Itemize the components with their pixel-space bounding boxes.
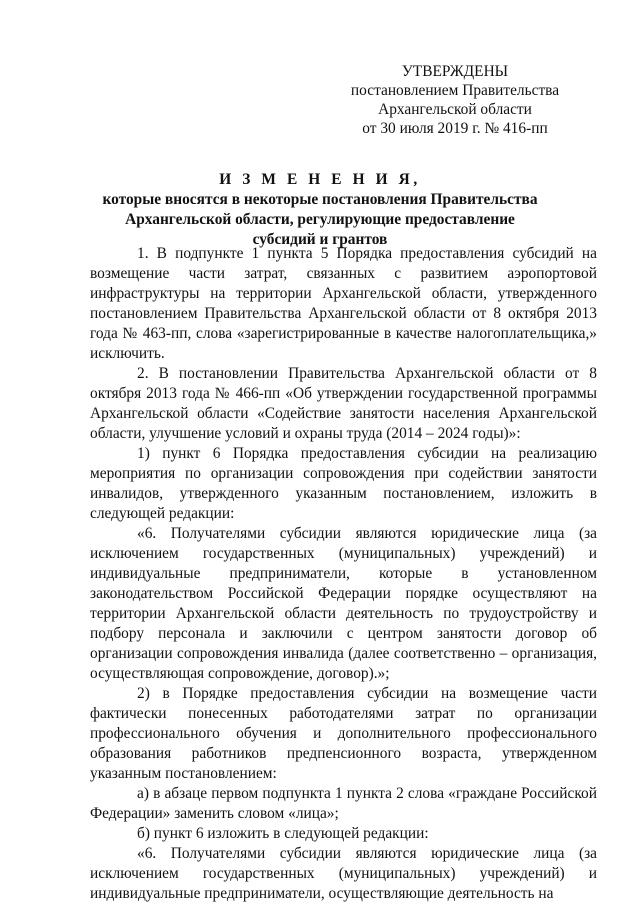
document-subtitle-line-1: которые вносятся в некоторые постановления Правительства xyxy=(102,191,538,208)
paragraph-quote-6-first: «6. Получателями субсидии являются юридические лица (за исключением государственных (муниципальных) учреждений) и индивидуальные предприниматели, которые в установленном законодательством Российской Федерации порядке осуществляют на территории Архангельской области деятельность по трудоустройству и подбору персонала и заключили с центром занятости договор об организации сопровождения инвалида (далее соответственно – организация, осуществляющая сопровождение, договор).»; xyxy=(90,525,597,682)
document-title: И З М Е Н Е Н И Я, xyxy=(219,171,421,188)
approval-stamp xyxy=(330,62,580,138)
document-subtitle-line-2: Архангельской области, регулирующие предоставление xyxy=(125,211,515,228)
paragraph-subitem-b: б) пункт 6 изложить в следующей редакции: xyxy=(137,825,429,842)
approval-line-date-number: от 30 июля 2019 г. № 416-пп xyxy=(362,120,548,137)
paragraph-quote-6-second: «6. Получателями субсидии являются юридические лица (за исключением государственных (муниципальных) учреждений) и индивидуальные предприниматели, осуществляющие деятельность на xyxy=(90,845,597,902)
approval-line-region: Архангельской области xyxy=(378,101,532,118)
document-body xyxy=(90,244,597,904)
paragraph-subitem-1: 1) пункт 6 Порядка предоставления субсидии на реализацию мероприятия по организации сопровождения при содействии занятости инвалидов, утвержденного указанным постановлением, изложить в следующей редакции: xyxy=(90,445,597,522)
document-subtitle-line-3: субсидий и грантов xyxy=(252,231,388,248)
document-heading xyxy=(90,170,550,250)
paragraph-subitem-2: 2) в Порядке предоставления субсидии на возмещение части фактически понесенных работодателями затрат по организации профессионального обучения и дополнительного профессионального образования работников предпенсионного возраста, утвержденном указанным постановлением: xyxy=(90,685,597,782)
approval-line-approved: УТВЕРЖДЕНЫ xyxy=(401,63,509,80)
paragraph-item-1: 1. В подпункте 1 пункта 5 Порядка предоставления субсидий на возмещение части затрат, связанных с развитием аэропортовой инфраструктуры на территории Архангельской области, утвержденного постановлением Правительства Архангельской области от 8 октября 2013 года № 463-пп, слова «зарегистрированные в качестве налогоплательщика,» исключить. xyxy=(90,245,597,362)
paragraph-subitem-a: а) в абзаце первом подпункта 1 пункта 2 слова «граждане Российской Федерации» заменить словом «лица»; xyxy=(90,785,597,822)
approval-line-by-resolution: постановлением Правительства xyxy=(350,82,560,99)
paragraph-item-2: 2. В постановлении Правительства Архангельской области от 8 октября 2013 года № 466-пп «Об утверждении государственной программы Архангельской области «Содействие занятости населения Архангельской области, улучшение условий и охраны труда (2014 – 2024 годы)»: xyxy=(90,365,597,442)
